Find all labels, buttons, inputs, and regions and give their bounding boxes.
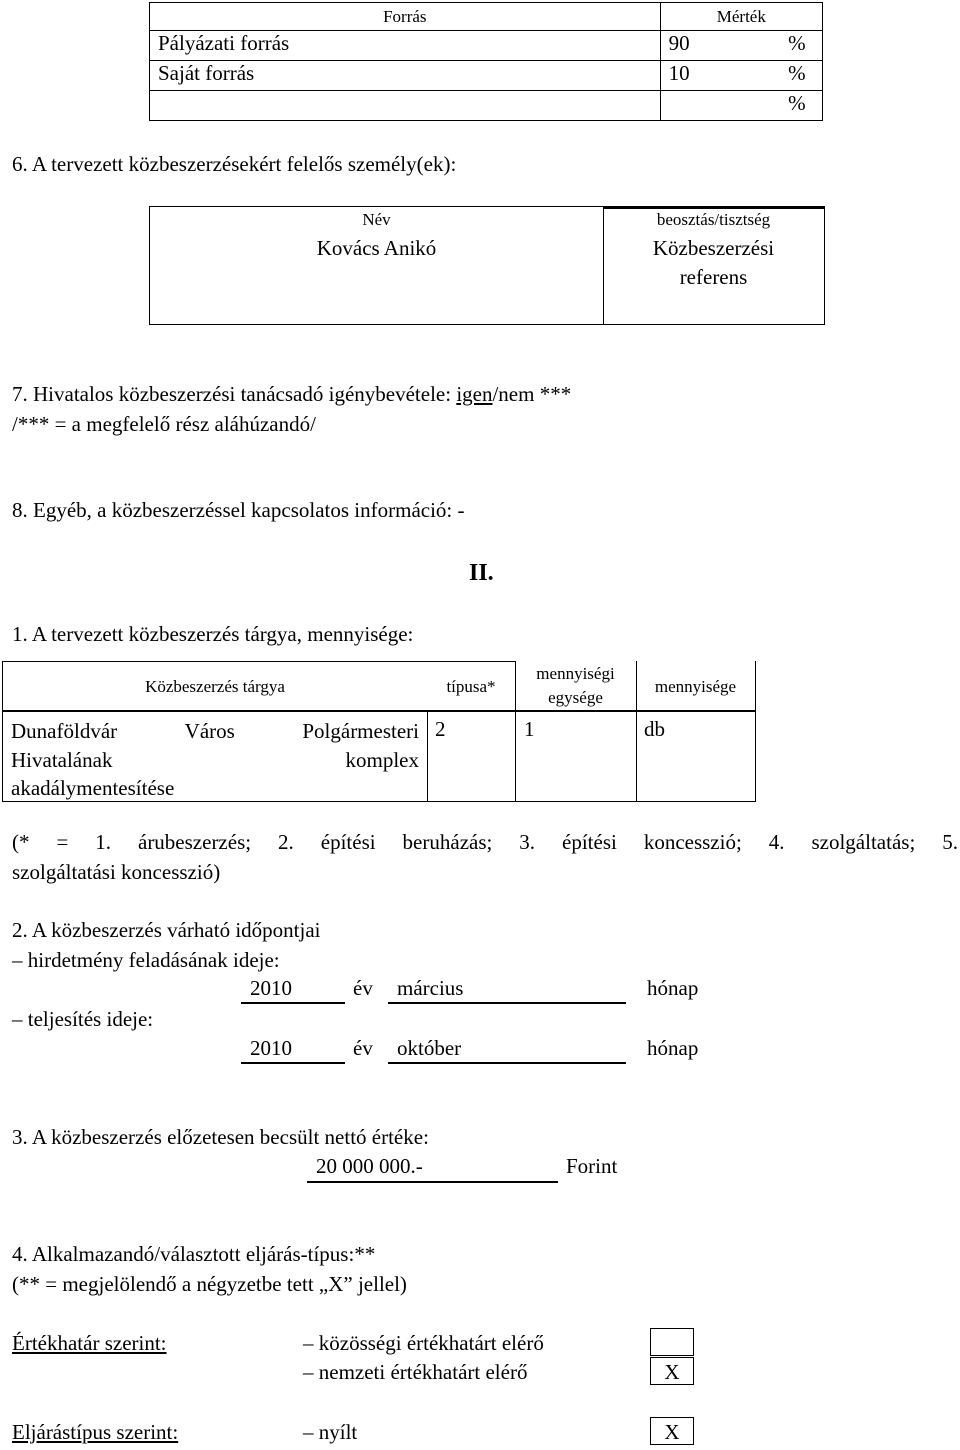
section-8-text: 8. Egyéb, a közbeszerzéssel kapcsolatos információ: - (12, 498, 465, 522)
person-position-line2: referens (679, 265, 748, 289)
source-unit: % (788, 91, 822, 121)
source-label (150, 91, 661, 121)
subject-word: Hivatalának (11, 748, 113, 772)
unit-header-line2: egysége (548, 688, 603, 707)
section-6-title: 6. A tervezett közbeszerzésekért felelős személy(ek): (12, 152, 457, 176)
subject-word: Város (184, 719, 235, 743)
quantity-header: mennyisége (654, 677, 737, 696)
source-header: Forrás (383, 7, 427, 26)
part-heading: II. (469, 560, 494, 586)
unit-header-line1: mennyiségi (536, 664, 615, 683)
completion-date-label: – teljesítés ideje: (12, 1007, 154, 1031)
person-name: Kovács Anikó (316, 236, 437, 260)
source-table (149, 2, 823, 121)
procedure-option-open: – nyílt (303, 1420, 358, 1444)
subject-table (2, 661, 756, 802)
quantity-value: db (644, 717, 665, 741)
part2-section-1-title: 1. A tervezett közbeszerzés tárgya, mennyisége: (12, 622, 414, 646)
announcement-year-line (241, 1002, 345, 1004)
source-value: 90 (660, 31, 788, 61)
estimated-value: 20 000 000.- (316, 1154, 423, 1178)
section-7-prefix: 7. Hivatalos közbeszerzési tanácsadó igénybevétele: (12, 382, 457, 406)
name-header: Név (362, 210, 391, 229)
estimated-value-line (307, 1181, 558, 1183)
source-unit: % (788, 31, 822, 61)
table-row (150, 61, 823, 91)
announcement-date-label: – hirdetmény feladásának ideje: (12, 948, 280, 972)
person-position-line1: Közbeszerzési (652, 236, 775, 260)
announcement-month-label: hónap (647, 976, 699, 1000)
section-7-text (12, 384, 571, 405)
currency-label: Forint (566, 1154, 618, 1178)
subject-line-2 (11, 748, 419, 773)
announcement-month-line (388, 1002, 626, 1004)
table-row (150, 91, 823, 121)
completion-year-line (241, 1062, 345, 1064)
footnote-types-line2: szolgáltatási koncesszió) (12, 860, 221, 884)
completion-month-line (388, 1062, 626, 1064)
source-label: Pályázati forrás (150, 31, 661, 61)
announcement-year: 2010 (250, 976, 292, 1000)
subject-word: Polgármesteri (302, 719, 419, 743)
completion-year: 2010 (250, 1036, 292, 1060)
announcement-month: március (397, 976, 464, 1000)
part2-section-3-title: 3. A közbeszerzés előzetesen becsült nettó értéke: (12, 1125, 429, 1149)
source-header-cell (150, 3, 661, 31)
type-header: típusa* (446, 677, 496, 696)
table-row (150, 31, 823, 61)
threshold-label: Értékhatár szerint: (12, 1331, 167, 1355)
source-value: 10 (660, 61, 788, 91)
subject-header: Közbeszerzés tárgya (145, 677, 285, 696)
threshold-national-checkbox[interactable]: X (650, 1357, 694, 1385)
section-7-note: /*** = a megfelelő rész aláhúzandó/ (12, 412, 316, 436)
procedure-label: Eljárástípus szerint: (12, 1420, 179, 1444)
source-value (660, 91, 788, 121)
procedure-open-checkbox[interactable]: X (650, 1417, 694, 1445)
completion-month-label: hónap (647, 1036, 699, 1060)
announcement-year-label: év (353, 976, 373, 1000)
part2-section-4-note: (** = megjelölendő a négyzetbe tett „X” jellel) (12, 1272, 407, 1296)
measure-header-cell (660, 3, 822, 31)
threshold-community-checkbox[interactable] (650, 1328, 694, 1356)
person-table (149, 206, 825, 325)
type-value: 2 (435, 717, 446, 741)
position-header: beosztás/tisztség (656, 210, 771, 229)
threshold-option-national: – nemzeti értékhatárt elérő (303, 1360, 528, 1384)
section-7-suffix: /nem *** (492, 382, 572, 406)
subject-line-3: akadálymentesítése (11, 776, 175, 800)
source-label: Saját forrás (150, 61, 661, 91)
part2-section-4-title: 4. Alkalmazandó/választott eljárás-típus:** (12, 1242, 376, 1266)
footnote-types-line1: (* = 1. árubeszerzés; 2. építési beruházás; 3. építési koncesszió; 4. szolgáltatás; 5. (12, 830, 958, 854)
measure-header: Mérték (716, 7, 766, 26)
source-unit: % (788, 61, 822, 91)
completion-year-label: év (353, 1036, 373, 1060)
section-7-igen: igen (456, 382, 493, 406)
part2-section-2-title: 2. A közbeszerzés várható időpontjai (12, 918, 321, 942)
subject-line-1 (11, 719, 419, 744)
completion-month: október (397, 1036, 462, 1060)
unit-value: 1 (524, 717, 535, 741)
subject-word: Dunaföldvár (11, 719, 118, 743)
threshold-option-community: – közösségi értékhatárt elérő (303, 1331, 544, 1355)
subject-word: komplex (345, 748, 419, 772)
